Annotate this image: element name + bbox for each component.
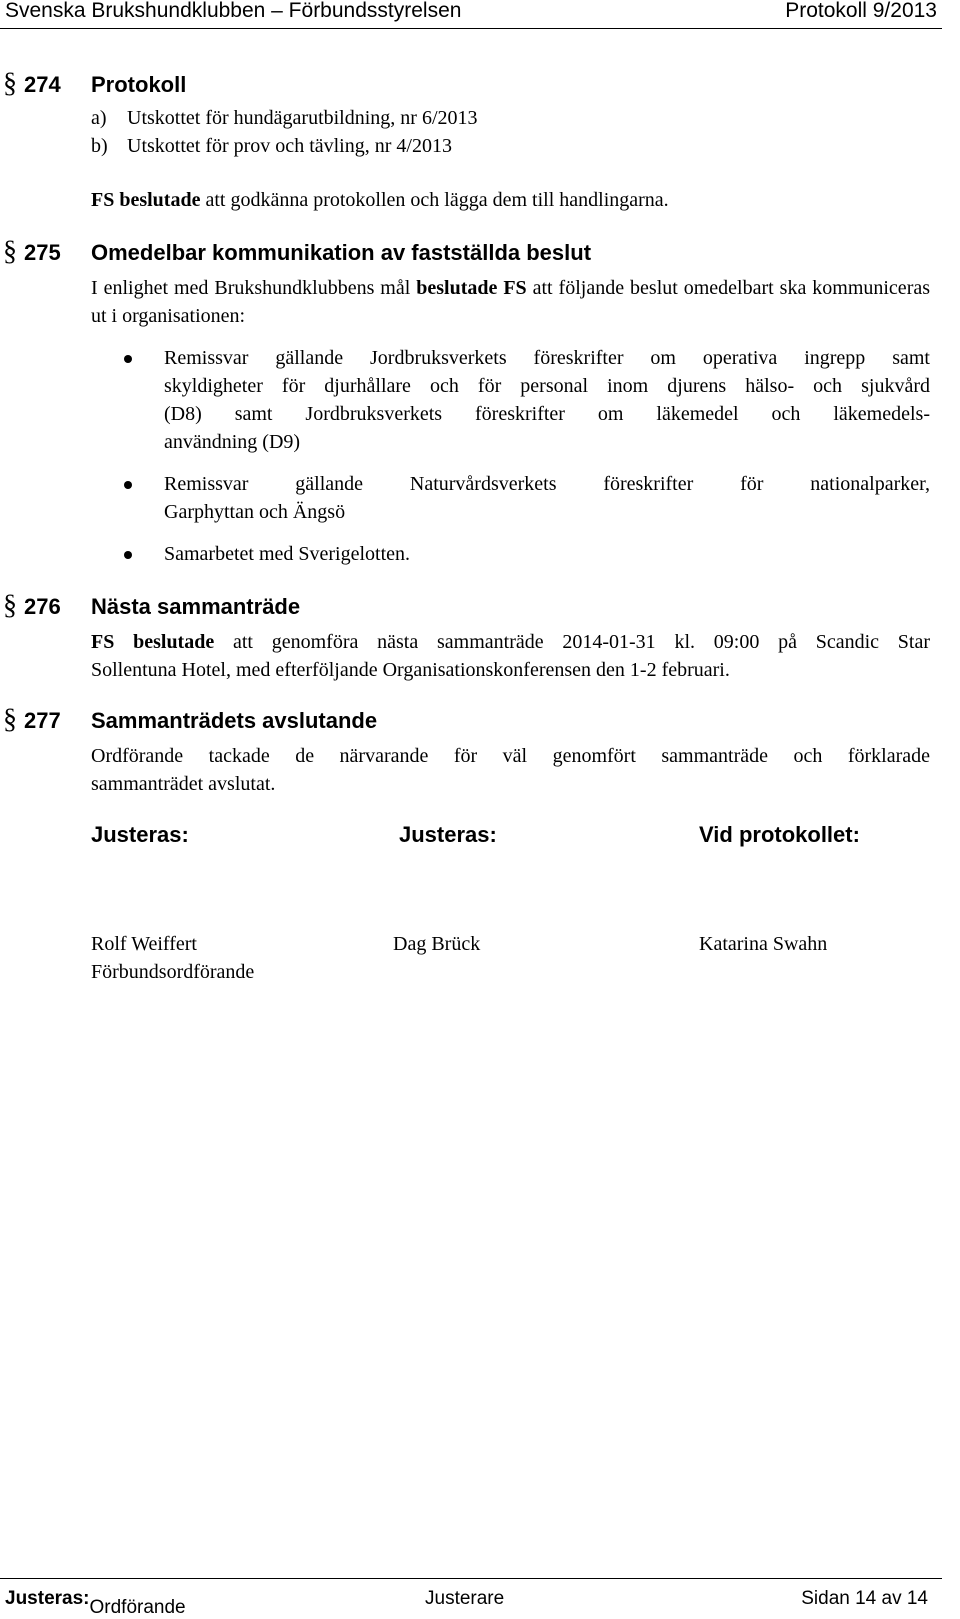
meeting-bold: FS beslutade <box>91 631 215 653</box>
section-276 <box>0 592 942 622</box>
bullet-line: Remissvar gällande Naturvårdsverkets föreskrifter för nationalparker, <box>164 473 930 495</box>
section-275 <box>0 238 942 268</box>
signatory-3 <box>699 930 827 958</box>
intro-text-part: I enlighet med Brukshundklubbens mål <box>91 277 417 299</box>
decision-rest: att godkänna protokollen och lägga dem till handlingarna. <box>200 189 669 211</box>
section-number: 277 <box>24 708 61 733</box>
section-274 <box>0 70 942 100</box>
meeting-line <box>91 628 930 656</box>
section-title: Nästa sammanträde <box>91 594 301 619</box>
bullet-item <box>124 540 930 568</box>
bullet-icon <box>124 551 132 559</box>
bullet-line: Samarbetet med Sverigelotten. <box>164 543 411 565</box>
signatory-role: Förbundsordförande <box>91 961 255 983</box>
footer-left-rest: Ordförande <box>89 1597 186 1618</box>
list-item-text: Utskottet för prov och tävling, nr 4/2013 <box>127 135 452 157</box>
footer-left <box>5 1588 186 1618</box>
page-header <box>0 0 942 29</box>
meeting-text <box>91 628 930 684</box>
header-organization: Svenska Brukshundklubben – Förbundsstyrelsen <box>5 0 462 22</box>
paragraph-sign: § <box>3 590 17 621</box>
section-title: Omedelbar kommunikation av fastställda beslut <box>91 240 592 265</box>
bullet-icon <box>124 355 132 363</box>
decision-bold: FS beslutade <box>91 189 201 211</box>
bullet-line: användning (D9) <box>164 431 301 453</box>
footer-left-bold: Justeras: <box>5 1588 90 1609</box>
section-275-heading <box>0 238 942 268</box>
section-277 <box>0 706 942 736</box>
section-276-heading <box>0 592 942 622</box>
footer-center: Justerare <box>425 1588 505 1609</box>
closing-text <box>91 742 930 798</box>
intro-text <box>91 274 930 330</box>
meeting-line: Sollentuna Hotel, med efterföljande Organisationskonferensen den 1-2 februari. <box>91 659 730 681</box>
paragraph-sign: § <box>3 236 17 267</box>
header-protocol-number: Protokoll 9/2013 <box>785 0 937 22</box>
footer-page-number: Sidan 14 av 14 <box>801 1588 928 1609</box>
section-277-heading <box>0 706 942 736</box>
list-item-label: b) <box>91 135 108 157</box>
bullet-line: Garphyttan och Ängsö <box>164 501 346 523</box>
signatory-name: Dag Brück <box>393 933 481 955</box>
bullet-item <box>124 470 930 526</box>
bullet-icon <box>124 481 132 489</box>
closing-line: Ordförande tackade de närvarande för väl genomfört sammanträde och förklarade <box>91 745 930 767</box>
list-item-label: a) <box>91 107 107 129</box>
section-title: Protokoll <box>91 72 187 97</box>
section-number: 275 <box>24 240 61 265</box>
paragraph-sign: § <box>3 68 17 99</box>
signatory-name: Katarina Swahn <box>699 933 828 955</box>
section-number: 276 <box>24 594 61 619</box>
signature-heading-2: Justeras: <box>399 822 497 847</box>
signatory-2 <box>393 930 480 958</box>
bullet-item <box>124 344 930 456</box>
signatory-1 <box>91 930 254 986</box>
bullet-line: Remissvar gällande Jordbruksverkets föreskrifter om operativa ingrepp samt <box>164 347 930 369</box>
intro-bold: beslutade FS <box>416 277 527 299</box>
decision-text <box>91 186 930 214</box>
section-274-heading <box>0 70 942 100</box>
signature-heading-3: Vid protokollet: <box>699 822 860 847</box>
bullet-line: (D8) samt Jordbruksverkets föreskrifter om läkemedel och läkemedels- <box>164 403 930 425</box>
section-number: 274 <box>24 72 61 97</box>
signatory-name: Rolf Weiffert <box>91 933 197 955</box>
signature-heading-1: Justeras: <box>91 822 189 847</box>
bullet-line: skyldigheter för djurhållare och för personal inom djurens hälso- och sjukvård <box>164 375 930 397</box>
intro-text-part: att följande beslut omedelbart ska kommuniceras ut i organisationen: <box>91 277 931 327</box>
paragraph-sign: § <box>3 704 17 735</box>
list-item-text: Utskottet för hundägarutbildning, nr 6/2013 <box>127 107 478 129</box>
meeting-line-rest: att genomföra nästa sammanträde 2014-01-31 kl. 09:00 på Scandic Star <box>214 631 930 653</box>
list-item <box>91 104 478 132</box>
page-footer <box>0 1578 942 1618</box>
list-item <box>91 132 452 160</box>
section-title: Sammanträdets avslutande <box>91 708 378 733</box>
closing-line: sammanträdet avslutat. <box>91 773 276 795</box>
